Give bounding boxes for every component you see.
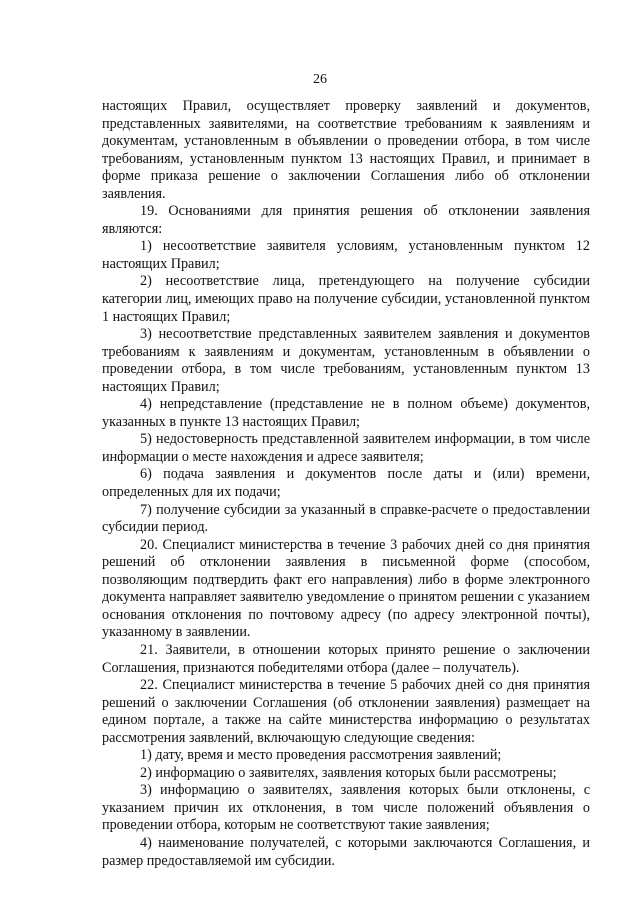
list-item-19-3: 3) несоответствие представленных заявителем заявления и документов требованиям к заявлениям и документам, установленным в объявлении о проведении отбора, в том числе требованиям, установленным пунктом 13 настоящих Правил; [102, 326, 590, 395]
document-body [102, 98, 590, 870]
page-number: 26 [313, 72, 327, 87]
list-item-19-5: 5) недостоверность представленной заявителем информации, в том числе информации о месте нахождения и адресе заявителя; [102, 431, 590, 465]
list-item-19-4: 4) непредставление (представление не в полном объеме) документов, указанных в пункте 13 настоящих Правил; [102, 396, 590, 430]
paragraph-continuation: настоящих Правил, осуществляет проверку заявлений и документов, представленных заявителями, на соответствие требованиям к заявлениям и документам, установленным в объявлении о проведении отбора, в том числе требованиям, установленным пунктом 13 настоящих Правил, и принимает в форме приказа решение о заключении Соглашения либо об отклонении заявления. [102, 98, 590, 202]
list-item-22-4: 4) наименование получателей, с которыми заключаются Соглашения, и размер предоставляемой им субсидии. [102, 834, 590, 869]
paragraph-item-20: 20. Специалист министерства в течение 3 рабочих дней со дня принятия решений об отклонении заявления в письменной форме (способом, позволяющим подтвердить факт его направления) либо в форме электронного документа направляет заявителю уведомление о принятом решении с указанием основания отклонения по почтовому адресу (по адресу электронной почты), указанному в заявлении. [102, 536, 590, 641]
list-item-19-6: 6) подача заявления и документов после даты и (или) времени, определенных для их подачи; [102, 466, 590, 501]
paragraph-item-22: 22. Специалист министерства в течение 5 рабочих дней со дня принятия решений о заключении Соглашения (об отклонении заявления) размещает на едином портале, а также на сайте министерства информацию о результатах рассмотрения заявлений, включающую следующие сведения: [102, 677, 590, 746]
list-item-22-3: 3) информацию о заявителях, заявления которых были отклонены, с указанием причин их отклонения, в том числе положений объявления о проведении отбора, которым не соответствуют такие заявления; [102, 782, 590, 834]
list-item-19-1: 1) несоответствие заявителя условиям, установленным пунктом 12 настоящих Правил; [102, 238, 590, 272]
list-item-19-7: 7) получение субсидии за указанный в справке-расчете о предоставлении субсидии период. [102, 501, 590, 536]
paragraph-item-19: 19. Основаниями для принятия решения об отклонении заявления являются: [102, 203, 590, 237]
paragraph-item-21: 21. Заявители, в отношении которых принято решение о заключении Соглашения, признаются победителями отбора (далее – получатель). [102, 641, 590, 676]
list-item-19-2: 2) несоответствие лица, претендующего на получение субсидии категории лиц, имеющих право на получение субсидии, установленной пунктом 1 настоящих Правил; [102, 273, 590, 325]
list-item-22-2: 2) информацию о заявителях, заявления которых были рассмотрены; [140, 764, 557, 781]
list-item-22-1: 1) дату, время и место проведения рассмотрения заявлений; [140, 747, 502, 764]
